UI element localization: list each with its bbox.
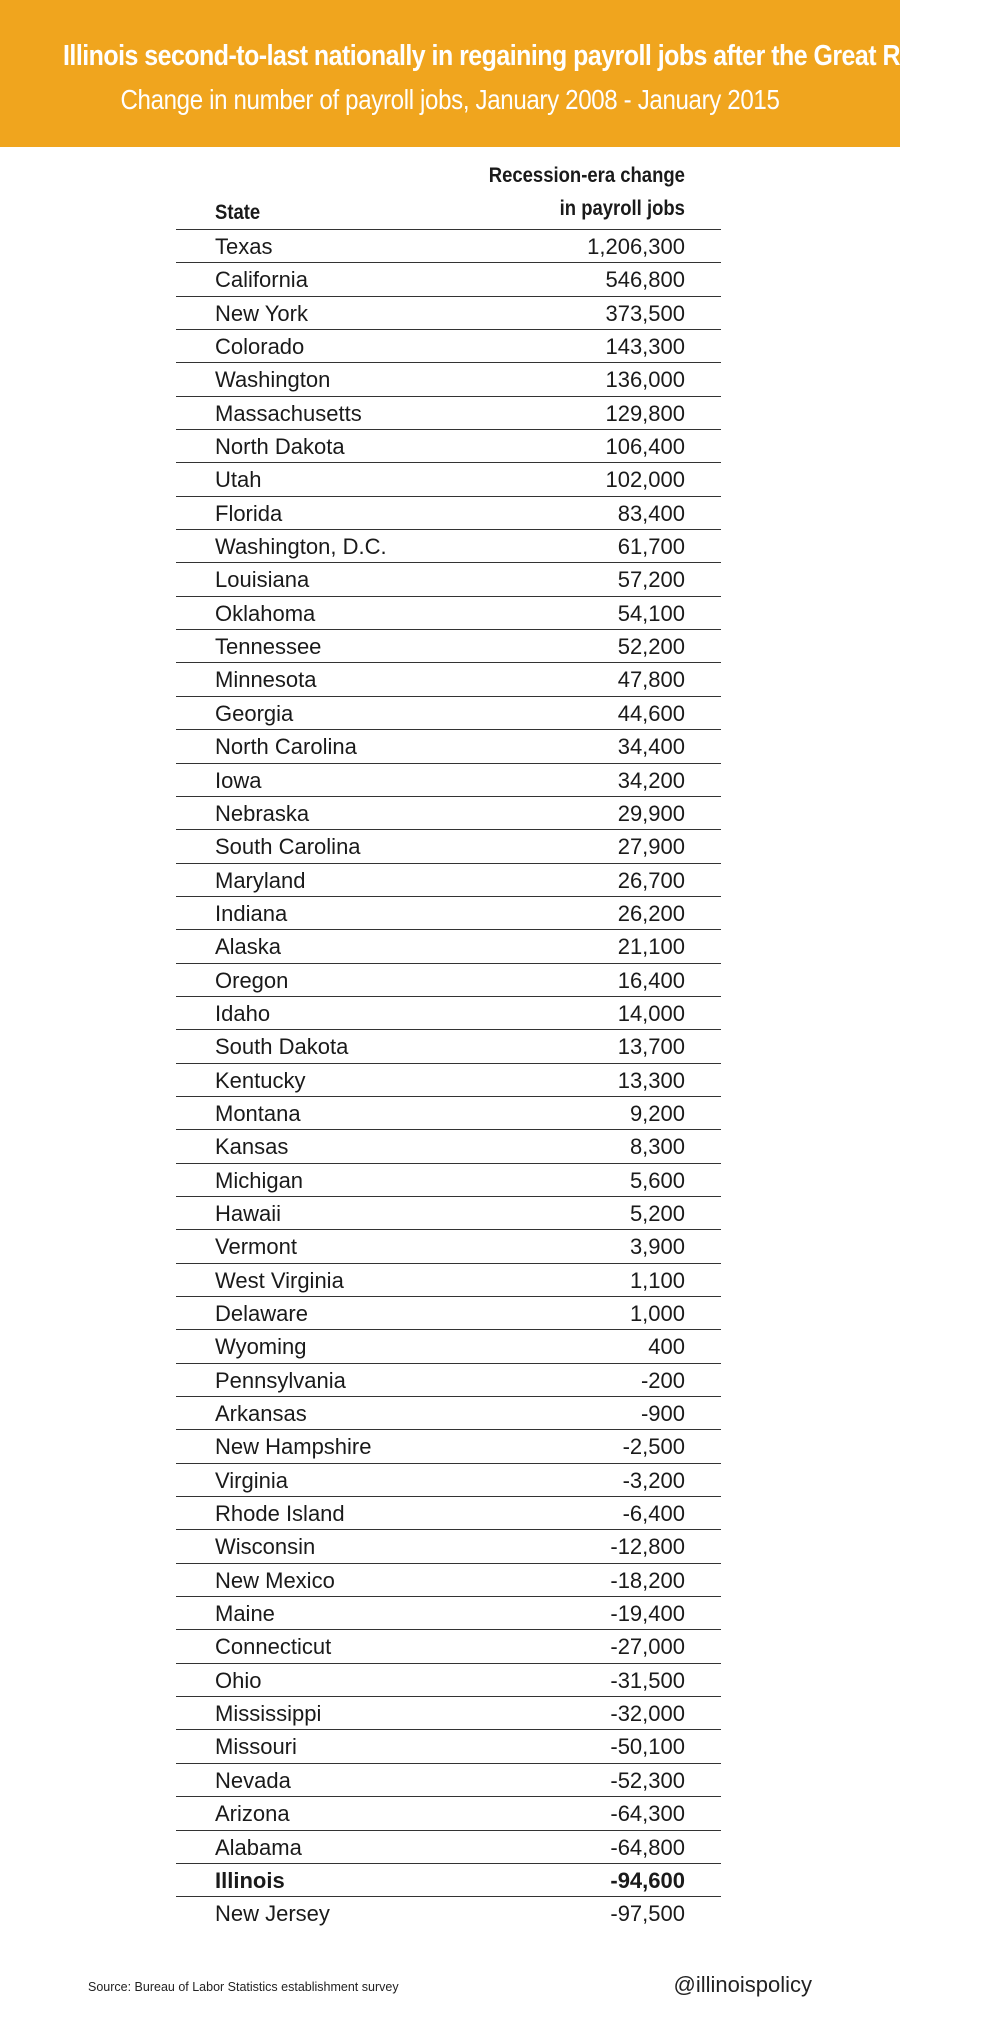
table-row [176, 1797, 721, 1830]
table-row [176, 1831, 721, 1864]
job-change-cell: 26,700 [617, 867, 685, 893]
state-cell: New York [215, 300, 308, 326]
job-change-cell: 61,700 [617, 534, 685, 560]
job-change-cell: 9,200 [629, 1100, 685, 1126]
table-row [176, 1764, 721, 1797]
state-column-header: State [215, 201, 261, 224]
job-change-cell: 14,000 [617, 1000, 685, 1026]
table-row [176, 263, 721, 296]
job-change-cell: 13,300 [617, 1067, 685, 1093]
job-change-cell: 400 [648, 1334, 685, 1360]
state-cell: Illinois [215, 1867, 285, 1893]
job-change-cell: -3,200 [622, 1467, 685, 1493]
table-row [176, 497, 721, 530]
state-cell: Louisiana [215, 567, 310, 593]
job-change-cell: 47,800 [617, 667, 685, 693]
job-change-cell: -31,500 [610, 1667, 685, 1693]
table-row [176, 1464, 721, 1497]
table-row [176, 597, 721, 630]
state-cell: Maine [215, 1601, 275, 1627]
chart-title: Illinois second-to-last nationally in regaining payroll jobs after the Great Recession [63, 40, 1003, 72]
state-cell: Tennessee [215, 634, 322, 660]
table-row [176, 1330, 721, 1363]
job-change-cell: 34,200 [617, 767, 685, 793]
table-row [176, 1564, 721, 1597]
table-row [176, 897, 721, 930]
table-row [176, 1130, 721, 1163]
state-cell: Minnesota [215, 667, 317, 693]
table-row [176, 530, 721, 563]
table-row [176, 363, 721, 396]
table-row [176, 1297, 721, 1330]
table-row [176, 1597, 721, 1630]
job-change-cell: 3,900 [629, 1234, 685, 1260]
job-change-cell: 57,200 [617, 567, 685, 593]
state-cell: Delaware [215, 1301, 308, 1326]
table-row [176, 1630, 721, 1663]
state-cell: Arkansas [215, 1401, 307, 1427]
state-cell: North Carolina [215, 734, 357, 760]
state-cell: Washington [215, 367, 331, 393]
job-change-cell: 143,300 [605, 334, 685, 360]
state-cell: Nebraska [215, 800, 310, 826]
job-change-cell: -32,000 [610, 1701, 685, 1727]
job-change-cell: 102,000 [605, 467, 685, 493]
state-cell: Maryland [215, 867, 306, 893]
job-change-cell: 136,000 [605, 367, 685, 393]
table-row [176, 764, 721, 797]
state-cell: Colorado [215, 334, 305, 360]
chart-subtitle: Change in number of payroll jobs, January 2008 - January 2015 [120, 84, 780, 115]
state-cell: Alaska [215, 934, 282, 960]
job-change-cell: 8,300 [629, 1134, 685, 1160]
state-cell: Wisconsin [215, 1534, 316, 1560]
table-row [176, 1064, 721, 1097]
table-row [176, 1664, 721, 1697]
state-cell: Massachusetts [215, 400, 362, 426]
table-row [176, 1864, 721, 1897]
table-row [176, 1030, 721, 1063]
header-banner [0, 0, 1003, 147]
state-cell: Oklahoma [215, 600, 316, 626]
state-cell: Michigan [215, 1167, 304, 1193]
state-cell: Oregon [215, 967, 289, 993]
state-cell: California [215, 267, 308, 293]
job-change-cell: 106,400 [605, 434, 685, 460]
table-row [176, 463, 721, 496]
state-cell: Iowa [215, 767, 262, 793]
jobs-table [176, 160, 721, 1930]
job-change-cell: 13,700 [617, 1034, 685, 1060]
source-note: Source: Bureau of Labor Statistics establishment survey [88, 1980, 399, 1994]
table-row [176, 630, 721, 663]
table-row [176, 1197, 721, 1230]
job-change-cell: 34,400 [617, 734, 685, 760]
job-change-cell: 373,500 [605, 300, 685, 326]
state-cell: Arizona [215, 1801, 290, 1827]
job-change-cell: -12,800 [610, 1534, 685, 1560]
state-cell: Montana [215, 1100, 301, 1126]
state-cell: North Dakota [215, 434, 345, 460]
job-change-cell: 29,900 [617, 800, 685, 826]
state-cell: Pennsylvania [215, 1367, 346, 1393]
job-change-cell: 54,100 [617, 600, 685, 626]
state-cell: Texas [215, 234, 273, 259]
table-row [176, 730, 721, 763]
table-row [176, 697, 721, 730]
job-change-cell: 44,600 [617, 700, 685, 726]
table-body [176, 230, 721, 1930]
state-cell: Alabama [215, 1834, 302, 1860]
job-change-cell: -64,800 [610, 1834, 685, 1860]
table-row [176, 230, 721, 263]
table-row [176, 830, 721, 863]
job-change-cell: 1,206,300 [587, 234, 685, 259]
job-change-cell: -52,300 [610, 1767, 685, 1793]
job-change-cell: 52,200 [617, 634, 685, 660]
state-cell: Kentucky [215, 1067, 306, 1093]
job-change-cell: -200 [640, 1367, 685, 1393]
table-row [176, 1097, 721, 1130]
job-change-cell: 21,100 [617, 934, 685, 960]
state-cell: Ohio [215, 1667, 262, 1693]
table-row [176, 330, 721, 363]
table-row [176, 397, 721, 430]
table-row [176, 930, 721, 963]
table-row [176, 1230, 721, 1263]
state-cell: Idaho [215, 1000, 271, 1026]
job-change-cell: 5,200 [629, 1200, 685, 1226]
table-row [176, 1730, 721, 1763]
state-cell: New Hampshire [215, 1434, 372, 1460]
change-column-header [489, 159, 685, 225]
state-cell: Florida [215, 500, 283, 526]
state-cell: New Jersey [215, 1901, 330, 1927]
table-row [176, 1430, 721, 1463]
table-row [176, 797, 721, 830]
change-column-header-line1: Recession-era change [488, 164, 685, 187]
job-change-cell: 26,200 [617, 900, 685, 926]
table-row [176, 964, 721, 997]
state-cell: Kansas [215, 1134, 289, 1160]
social-handle: @illinoispolicy [673, 1972, 812, 1997]
table-row [176, 997, 721, 1030]
table-row [176, 1497, 721, 1530]
job-change-cell: 1,000 [629, 1301, 685, 1326]
table-row [176, 1264, 721, 1297]
table-row [176, 663, 721, 696]
state-cell: Wyoming [215, 1334, 307, 1360]
state-cell: New Mexico [215, 1567, 335, 1593]
state-cell: Washington, D.C. [215, 534, 387, 560]
state-cell: Virginia [215, 1467, 288, 1493]
state-cell: Vermont [215, 1234, 297, 1260]
job-change-cell: -27,000 [610, 1634, 685, 1660]
table-row [176, 1530, 721, 1563]
state-cell: Indiana [215, 900, 288, 926]
job-change-cell: 546,800 [605, 267, 685, 293]
state-cell: Hawaii [215, 1200, 282, 1226]
job-change-cell: -97,500 [610, 1901, 685, 1927]
job-change-cell: 129,800 [605, 400, 685, 426]
table-row [176, 1897, 721, 1929]
job-change-cell: 27,900 [617, 834, 685, 860]
state-cell: Utah [215, 467, 262, 493]
job-change-cell: -64,300 [610, 1801, 685, 1827]
state-cell: Rhode Island [215, 1501, 345, 1527]
job-change-cell: 16,400 [617, 967, 685, 993]
job-change-cell: -19,400 [610, 1601, 685, 1627]
state-cell: Nevada [215, 1767, 291, 1793]
job-change-cell: -900 [640, 1401, 685, 1427]
job-change-cell: 5,600 [629, 1167, 685, 1193]
job-change-cell: -2,500 [622, 1434, 685, 1460]
state-cell: Mississippi [215, 1701, 322, 1727]
table-row [176, 864, 721, 897]
table-row [176, 430, 721, 463]
state-cell: South Carolina [215, 834, 361, 860]
table-row [176, 563, 721, 596]
table-row [176, 1164, 721, 1197]
change-column-header-line2: in payroll jobs [559, 197, 685, 220]
table-row [176, 1697, 721, 1730]
job-change-cell: -6,400 [622, 1501, 685, 1527]
state-cell: Missouri [215, 1734, 297, 1760]
state-cell: Georgia [215, 700, 294, 726]
table-row [176, 1364, 721, 1397]
job-change-cell: -50,100 [610, 1734, 685, 1760]
state-cell: West Virginia [215, 1267, 344, 1293]
job-change-cell: -18,200 [610, 1567, 685, 1593]
job-change-cell: 1,100 [629, 1267, 685, 1293]
state-cell: South Dakota [215, 1034, 349, 1060]
table-row [176, 297, 721, 330]
table-header [176, 160, 721, 230]
table-row [176, 1397, 721, 1430]
state-cell: Connecticut [215, 1634, 332, 1660]
job-change-cell: -94,600 [610, 1867, 685, 1893]
job-change-cell: 83,400 [617, 500, 685, 526]
